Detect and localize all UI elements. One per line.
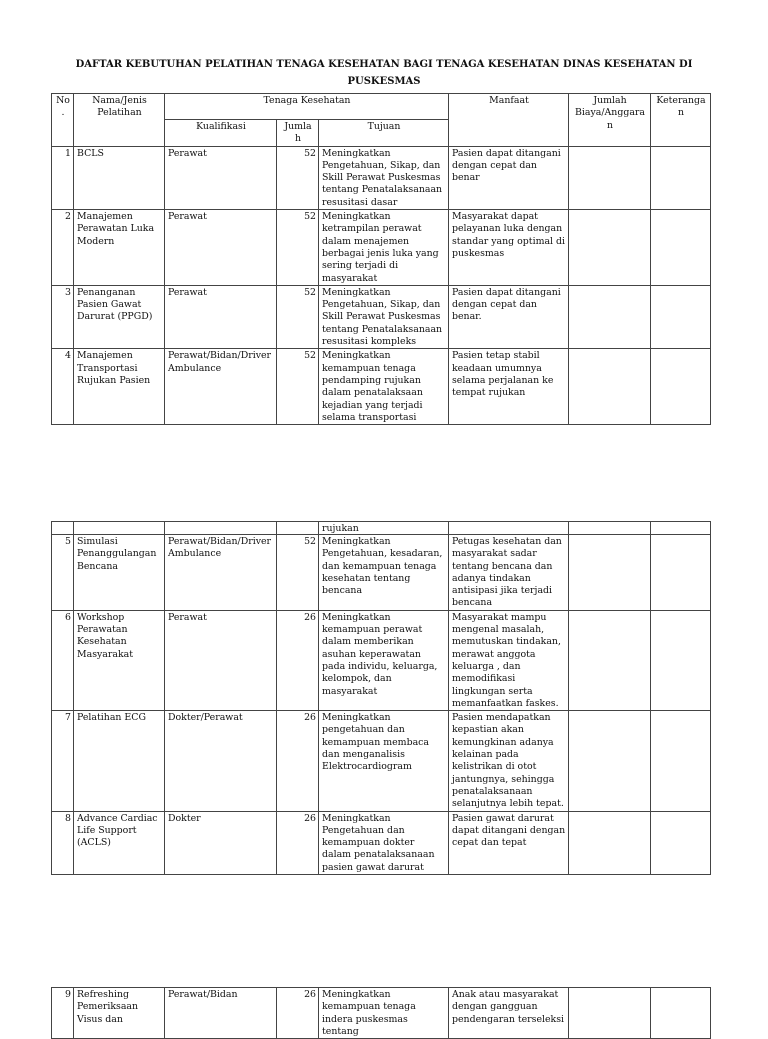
remarks bbox=[651, 349, 711, 425]
objective: Meningkatkan kemampuan perawat dalam memberikan asuhan keperawatan pada individu, keluarga, kelompok, dan masyarakat bbox=[319, 610, 449, 710]
header-kualifikasi: Kualifikasi bbox=[165, 120, 277, 147]
budget bbox=[569, 811, 651, 874]
table-row bbox=[52, 285, 711, 348]
qualification: Perawat/Bidan/Driver Ambulance bbox=[165, 349, 277, 425]
document-title: DAFTAR KEBUTUHAN PELATIHAN TENAGA KESEHATAN BAGI TENAGA KESEHATAN DINAS KESEHATAN DI PUSKESMAS bbox=[75, 59, 693, 87]
objective: Meningkatkan Pengetahuan dan kemampuan dokter dalam penatalaksanaan pasien gawat darurat bbox=[319, 811, 449, 874]
budget bbox=[569, 610, 651, 710]
row-number: 3 bbox=[52, 285, 74, 348]
budget bbox=[569, 146, 651, 209]
header-no: No . bbox=[52, 94, 74, 147]
table-row bbox=[52, 146, 711, 209]
participant-count: 52 bbox=[277, 349, 319, 425]
row-number: 9 bbox=[52, 988, 74, 1039]
participant-count: 52 bbox=[277, 210, 319, 286]
budget bbox=[569, 210, 651, 286]
header-tujuan: Tujuan bbox=[319, 120, 449, 147]
objective: Meningkatkan Pengetahuan, Sikap, dan Skill Perawat Puskesmas tentang Penatalaksanaan resusitasi kompleks bbox=[319, 285, 449, 348]
training-table-part-2 bbox=[51, 521, 711, 875]
budget bbox=[569, 535, 651, 611]
training-name: Pelatihan ECG bbox=[74, 711, 165, 811]
remarks bbox=[651, 210, 711, 286]
table-row bbox=[52, 210, 711, 286]
budget bbox=[569, 988, 651, 1039]
participant-count: 26 bbox=[277, 711, 319, 811]
benefit: Pasien tetap stabil keadaan umumnya selama perjalanan ke tempat rujukan bbox=[449, 349, 569, 425]
benefit: Pasien mendapatkan kepastian akan kemungkinan adanya kelainan pada kelistrikan di otot jantungnya, sehingga penatalaksanaan selanjutnya lebih tepat. bbox=[449, 711, 569, 811]
objective: Meningkatkan ketrampilan perawat dalam menajemen berbagai jenis luka yang sering terjadi di masyarakat bbox=[319, 210, 449, 286]
qualification: Dokter bbox=[165, 811, 277, 874]
row-number: 8 bbox=[52, 811, 74, 874]
row-number: 4 bbox=[52, 349, 74, 425]
table-row bbox=[52, 349, 711, 425]
objective: Meningkatkan kemampuan tenaga indera puskesmas tentang bbox=[319, 988, 449, 1039]
budget bbox=[569, 711, 651, 811]
benefit: Masyarakat dapat pelayanan luka dengan standar yang optimal di puskesmas bbox=[449, 210, 569, 286]
qualification: Perawat/Bidan bbox=[165, 988, 277, 1039]
qualification: Perawat bbox=[165, 210, 277, 286]
qualification: Perawat bbox=[165, 146, 277, 209]
remarks bbox=[651, 285, 711, 348]
header-manfaat: Manfaat bbox=[449, 94, 569, 147]
objective: Meningkatkan pengetahuan dan kemampuan membaca dan menganalisis Elektrocardiogram bbox=[319, 711, 449, 811]
objective: Meningkatkan Pengetahuan, Sikap, dan Skill Perawat Puskesmas tentang Penatalaksanaan resusitasi dasar bbox=[319, 146, 449, 209]
training-name: Refreshing Pemeriksaan Visus dan bbox=[74, 988, 165, 1039]
qualification: Dokter/Perawat bbox=[165, 711, 277, 811]
benefit: Petugas kesehatan dan masyarakat sadar tentang bencana dan adanya tindakan antisipasi jika terjadi bencana bbox=[449, 535, 569, 611]
participant-count: 52 bbox=[277, 535, 319, 611]
objective: Meningkatkan kemampuan tenaga pendamping rujukan dalam penatalaksaan kejadian yang terjadi selama transportasi bbox=[319, 349, 449, 425]
header-jumlah: Jumla h bbox=[277, 120, 319, 147]
benefit: Masyarakat mampu mengenal masalah, memutuskan tindakan, merawat anggota keluarga , dan memodifikasi lingkungan serta memanfaatkan faskes. bbox=[449, 610, 569, 710]
training-table-part-1 bbox=[51, 93, 711, 425]
participant-count: 26 bbox=[277, 988, 319, 1039]
budget bbox=[569, 285, 651, 348]
benefit: Pasien dapat ditangani dengan cepat dan benar bbox=[449, 146, 569, 209]
header-nama: Nama/Jenis Pelatihan bbox=[74, 94, 165, 147]
budget bbox=[569, 349, 651, 425]
training-name: Manajemen Transportasi Rujukan Pasien bbox=[74, 349, 165, 425]
qualification: Perawat/Bidan/Driver Ambulance bbox=[165, 535, 277, 611]
remarks bbox=[651, 610, 711, 710]
training-name: BCLS bbox=[74, 146, 165, 209]
training-name: Advance Cardiac Life Support (ACLS) bbox=[74, 811, 165, 874]
table-row bbox=[52, 535, 711, 611]
row-number: 6 bbox=[52, 610, 74, 710]
table-row bbox=[52, 988, 711, 1039]
remarks bbox=[651, 146, 711, 209]
qualification: Perawat bbox=[165, 285, 277, 348]
training-name: Penanganan Pasien Gawat Darurat (PPGD) bbox=[74, 285, 165, 348]
benefit: Pasien dapat ditangani dengan cepat dan benar. bbox=[449, 285, 569, 348]
remarks bbox=[651, 535, 711, 611]
participant-count: 26 bbox=[277, 610, 319, 710]
participant-count: 52 bbox=[277, 285, 319, 348]
benefit: Pasien gawat darurat dapat ditangani dengan cepat dan tepat bbox=[449, 811, 569, 874]
participant-count: 52 bbox=[277, 146, 319, 209]
row-number: 7 bbox=[52, 711, 74, 811]
training-name: Manajemen Perawatan Luka Modern bbox=[74, 210, 165, 286]
row-number: 2 bbox=[52, 210, 74, 286]
remarks bbox=[651, 811, 711, 874]
training-table-part-3 bbox=[51, 987, 711, 1039]
remarks bbox=[651, 988, 711, 1039]
row-number: 5 bbox=[52, 535, 74, 611]
table-row bbox=[52, 811, 711, 874]
header-tenaga-kesehatan: Tenaga Kesehatan bbox=[165, 94, 449, 120]
table-row bbox=[52, 610, 711, 710]
training-name: Simulasi Penanggulangan Bencana bbox=[74, 535, 165, 611]
continuation-tujuan: rujukan bbox=[319, 522, 449, 535]
table-row bbox=[52, 711, 711, 811]
training-name: Workshop Perawatan Kesehatan Masyarakat bbox=[74, 610, 165, 710]
qualification: Perawat bbox=[165, 610, 277, 710]
header-biaya: Jumlah Biaya/Anggaran bbox=[569, 94, 651, 147]
benefit: Anak atau masyarakat dengan gangguan pendengaran terseleksi bbox=[449, 988, 569, 1039]
row-number: 1 bbox=[52, 146, 74, 209]
objective: Meningkatkan Pengetahuan, kesadaran, dan kemampuan tenaga kesehatan tentang bencana bbox=[319, 535, 449, 611]
header-keterangan: Keterangan bbox=[651, 94, 711, 147]
participant-count: 26 bbox=[277, 811, 319, 874]
remarks bbox=[651, 711, 711, 811]
